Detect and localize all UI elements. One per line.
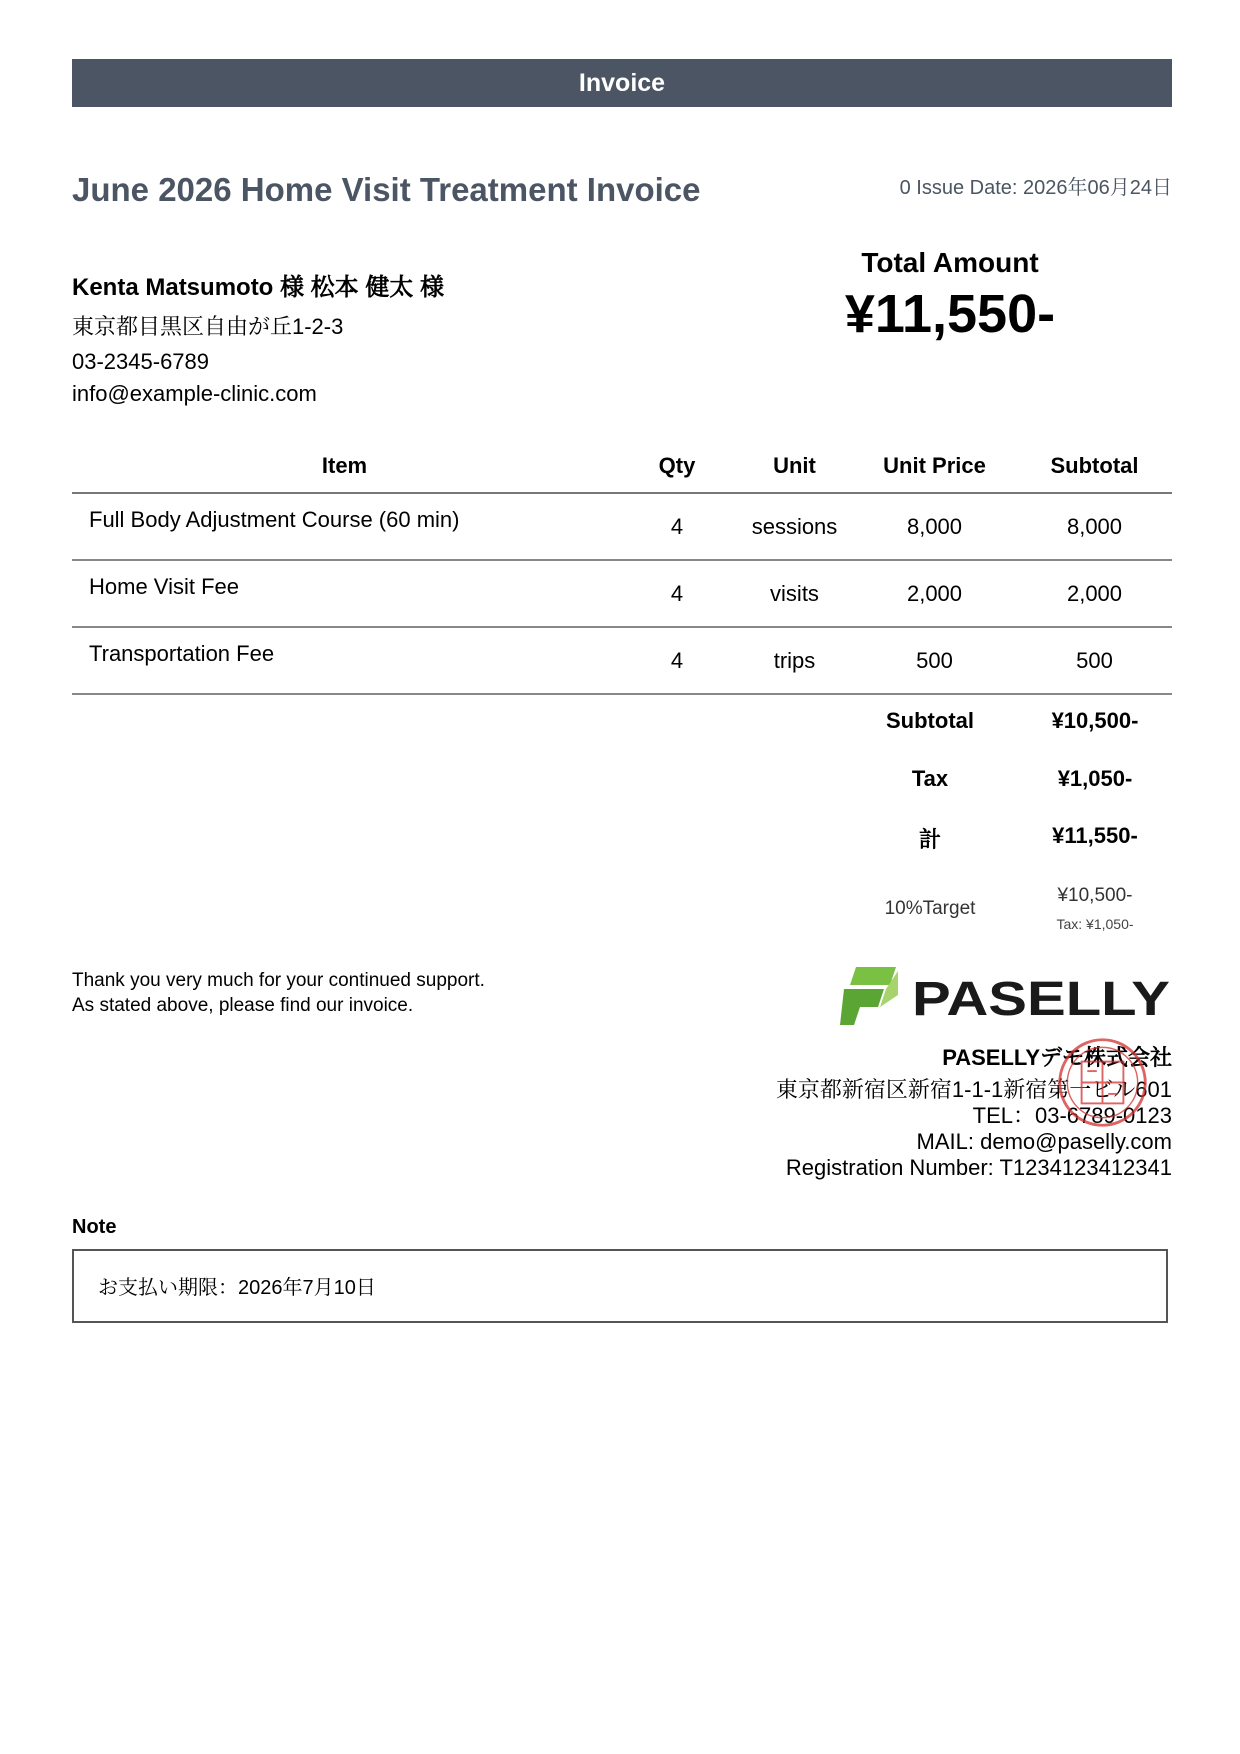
row-item: Transportation Fee	[89, 641, 275, 666]
paselly-logo	[840, 965, 1172, 1027]
header-unit-price: Unit Price	[883, 453, 986, 478]
client-address: 東京都目黒区自由が丘1-2-3	[72, 314, 344, 339]
header-subtotal: Subtotal	[1050, 453, 1139, 478]
issue-date: 0 Issue Date: 2026年06月24日	[899, 177, 1172, 199]
row-item: Home Visit Fee	[89, 574, 239, 599]
paselly-logo-wordmark: PASELLY	[912, 973, 1170, 1026]
items-table	[72, 440, 1172, 695]
invoice-banner: Invoice	[72, 59, 1172, 107]
row-unit-price: 8,000	[906, 513, 963, 539]
tax-target-tax: Tax: ¥1,050-	[1056, 916, 1134, 932]
client-phone: 03-2345-6789	[72, 349, 210, 374]
row-subtotal: 500	[1076, 647, 1113, 673]
company-tel: TEL：03-6789-0123	[972, 1103, 1172, 1128]
company-seal-stamp-icon	[1055, 1035, 1150, 1130]
row-unit-price: 2,000	[906, 580, 963, 606]
summary-subtotal-label: Subtotal	[886, 708, 974, 733]
row-subtotal: 2,000	[1066, 580, 1123, 606]
summary-total-value: ¥11,550-	[1052, 823, 1138, 848]
table-row	[72, 627, 1172, 694]
note-label: Note	[72, 1216, 117, 1238]
header-item: Item	[321, 453, 368, 478]
thanks-message-line2: As stated above, please find our invoice.	[72, 995, 414, 1016]
table-row	[72, 560, 1172, 627]
row-item: Full Body Adjustment Course (60 min)	[89, 507, 460, 532]
summary-total-label: 計	[918, 827, 941, 852]
row-qty: 4	[670, 647, 684, 673]
summary-tax-label: Tax	[911, 766, 949, 791]
client-name: Kenta Matsumoto 様 松本 健太 様	[72, 274, 445, 301]
client-email: info@example-clinic.com	[72, 381, 317, 406]
paselly-logo-mark-icon	[840, 967, 898, 1025]
total-amount-value: ¥11,550-	[844, 284, 1056, 344]
invoice-title: June 2026 Home Visit Treatment Invoice	[72, 171, 701, 208]
row-unit: trips	[773, 647, 816, 673]
company-registration: Registration Number: T1234123412341	[785, 1155, 1172, 1180]
summary-subtotal-value: ¥10,500-	[1051, 708, 1139, 733]
table-header-row	[72, 440, 1172, 493]
row-unit: visits	[770, 580, 819, 606]
header-unit: Unit	[773, 453, 816, 478]
row-subtotal: 8,000	[1066, 513, 1123, 539]
thanks-message-line1: Thank you very much for your continued support.	[72, 970, 485, 991]
row-qty: 4	[670, 513, 684, 539]
header-qty: Qty	[658, 453, 696, 478]
row-unit: sessions	[751, 513, 838, 539]
tax-target-label: 10%Target	[884, 898, 976, 919]
note-box: お支払い期限：2026年7月10日	[72, 1249, 1168, 1323]
summary-tax-value: ¥1,050-	[1057, 766, 1133, 791]
row-unit-price: 500	[916, 647, 953, 673]
company-name: PASELLYデモ株式会社	[942, 1045, 1172, 1070]
table-row	[72, 493, 1172, 560]
company-mail: MAIL: demo@paselly.com	[916, 1129, 1172, 1154]
row-qty: 4	[670, 580, 684, 606]
tax-target-value: ¥10,500-	[1057, 885, 1133, 906]
total-amount-label: Total Amount	[861, 247, 1039, 278]
company-address: 東京都新宿区新宿1-1-1新宿第一ビル601	[775, 1077, 1172, 1102]
